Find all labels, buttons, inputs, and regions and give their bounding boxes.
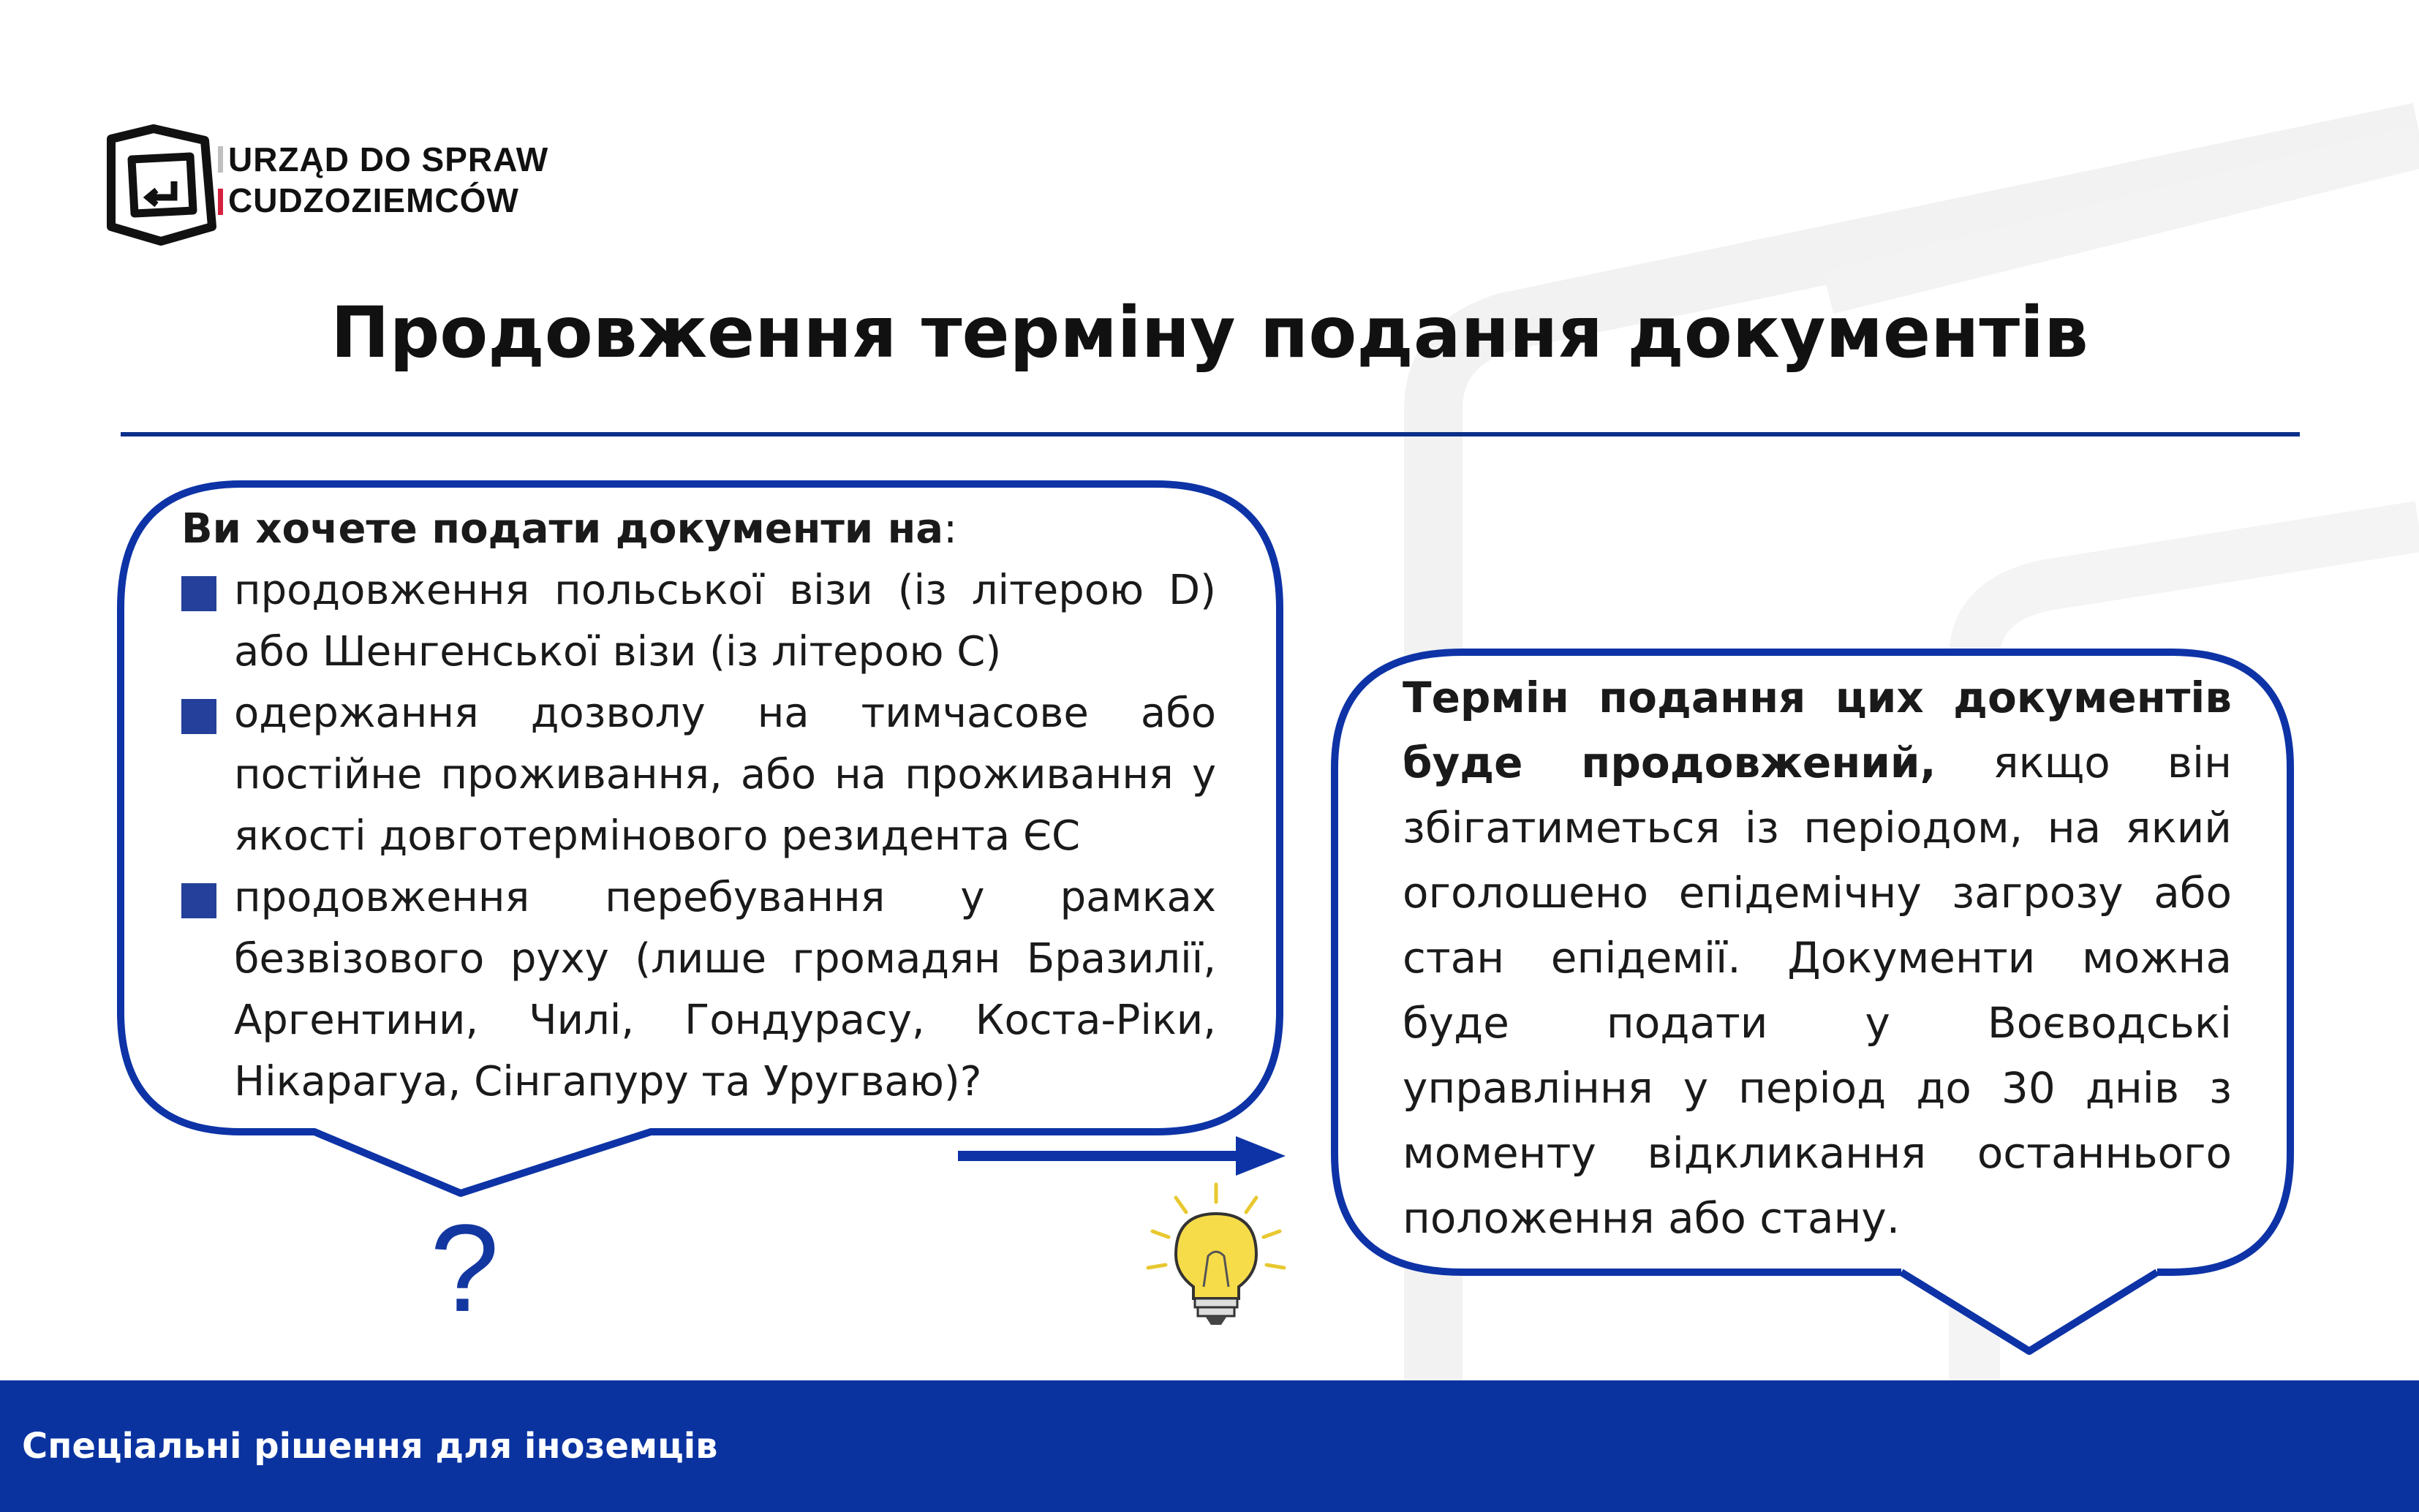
question-mark: ? bbox=[430, 1199, 499, 1338]
footer-bar bbox=[0, 1380, 2419, 1512]
footer-text: Спеціальні рішення для іноземців bbox=[22, 1426, 718, 1467]
list-item-text: одержання дозволу на тимчасове або постійне проживання, або на проживання у якості довготермінового резидента ЄС bbox=[234, 689, 1216, 860]
left-bubble-content bbox=[181, 499, 1216, 1113]
right-bubble-bold: Термін подання цих документів буде продовжений, bbox=[1403, 673, 2232, 787]
list-item bbox=[181, 867, 1216, 1113]
list-item bbox=[181, 683, 1216, 867]
list-item-text: продовження польської візи (із літерою D) або Шенгенської візи (із літерою C) bbox=[234, 567, 1216, 676]
right-bubble-content bbox=[1403, 665, 2232, 1251]
right-bubble-rest: якщо він збігатиметься із періодом, на який оголошено епідемічну загрозу або стан епідемії. Документи можна буде подати у Воєводські управління у період до 30 днів з моменту відкликання останнього положення або стану. bbox=[1403, 738, 2232, 1243]
list-item-text: продовження перебування у рамках безвізового руху (лише громадян Бразилії, Аргентини, Чилі, Гондурасу, Коста-Ріки, Нікарагуа, Сінгапуру та Уругваю)? bbox=[234, 874, 1216, 1105]
page-title: Продовження терміну подання документів bbox=[331, 292, 2088, 374]
lightbulb-icon bbox=[1132, 1177, 1300, 1331]
arrow-right-icon bbox=[958, 1135, 1287, 1179]
bullet-square-icon bbox=[181, 576, 216, 611]
lead-colon: : bbox=[943, 505, 957, 553]
bullet-square-icon bbox=[181, 699, 216, 734]
logo-line-2: CUDZOZIEMCÓW bbox=[228, 181, 519, 219]
left-bubble-lead bbox=[181, 499, 1216, 560]
logo-line-1: URZĄD DO SPRAW bbox=[228, 140, 549, 178]
lead-text: Ви хочете подати документи на bbox=[181, 505, 944, 553]
list-item bbox=[181, 560, 1216, 683]
bullet-square-icon bbox=[181, 883, 216, 918]
